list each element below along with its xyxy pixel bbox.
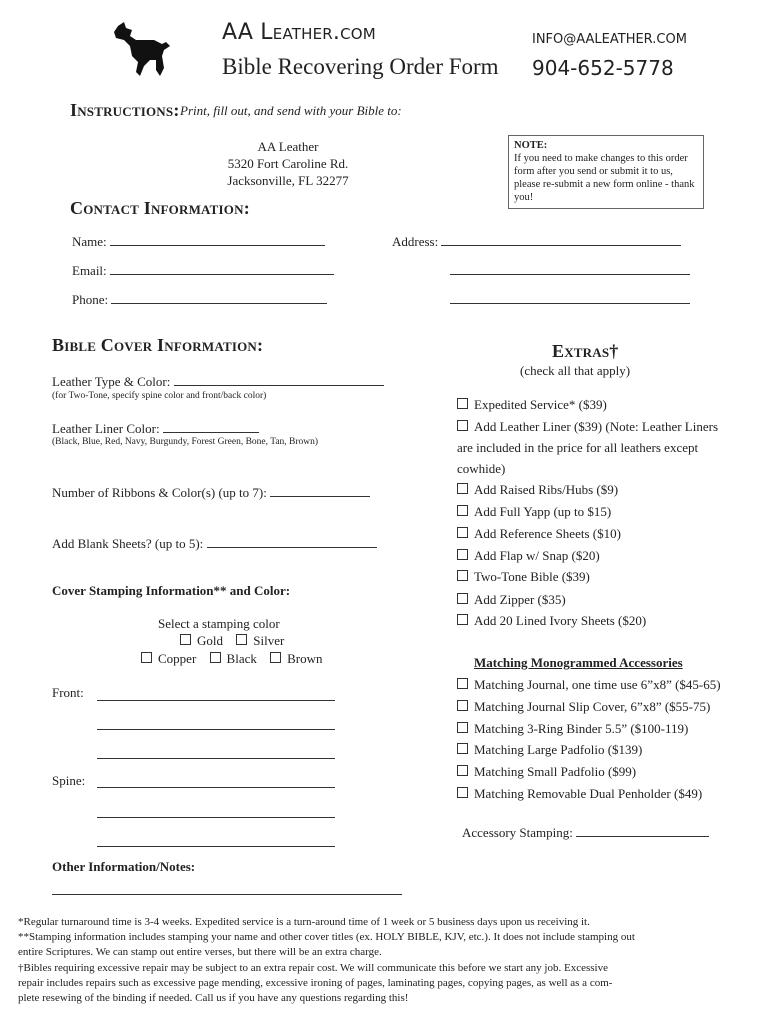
checkbox-icon[interactable] <box>457 549 468 560</box>
gold-label: Gold <box>197 633 223 648</box>
front-label: Front: <box>52 685 84 700</box>
silver-option[interactable] <box>236 633 284 648</box>
extras-heading: Extras† <box>552 341 619 361</box>
checkbox-icon[interactable] <box>457 398 468 409</box>
footnote-line: entire Scriptures. We can stamp out entire verses, but there will be an extra charge. <box>18 946 382 959</box>
checkbox-icon[interactable] <box>457 787 468 798</box>
phone-line[interactable] <box>111 291 327 304</box>
extra-item[interactable] <box>457 482 618 498</box>
email-label: Email: <box>72 263 107 278</box>
contact-heading: Contact Information: <box>70 198 250 218</box>
spine-line-1[interactable] <box>97 775 335 788</box>
blank-sheets-label: Add Blank Sheets? (up to 5): <box>52 536 204 551</box>
extra-item[interactable] <box>457 613 646 629</box>
stamping-colors-row-1 <box>180 633 284 649</box>
black-label: Black <box>226 651 257 666</box>
name-field[interactable] <box>72 233 325 250</box>
ribbons-line[interactable] <box>270 484 370 497</box>
extra-label: Add Reference Sheets ($10) <box>474 526 621 541</box>
extra-label: Add Raised Ribs/Hubs ($9) <box>474 482 619 497</box>
name-label: Name: <box>72 234 107 249</box>
stamping-label: Cover Stamping Information** and Color: <box>52 583 291 598</box>
accessory-label: Matching Journal, one time use 6”x8” ($45-65) <box>474 677 721 692</box>
ribbons-field[interactable] <box>52 484 370 501</box>
form-title: Bible Recovering Order Form <box>222 54 499 79</box>
liner-color-field[interactable] <box>52 420 259 437</box>
spine-line-2[interactable] <box>97 805 335 818</box>
cover-heading: Bible Cover Information: <box>52 335 264 355</box>
extra-label: Expedited Service* ($39) <box>474 397 607 412</box>
checkbox-icon[interactable] <box>180 634 191 645</box>
leather-type-label: Leather Type & Color: <box>52 374 171 389</box>
extra-item[interactable] <box>457 419 718 435</box>
accessory-label: Matching 3-Ring Binder 5.5” ($100-119) <box>474 721 689 736</box>
extras-subheading: (check all that apply) <box>520 363 631 378</box>
mailing-address <box>200 138 376 189</box>
checkbox-icon[interactable] <box>457 483 468 494</box>
accessory-stamping-field[interactable] <box>462 824 709 841</box>
footnote-line: †Bibles requiring excessive repair may be subject to an extra repair cost. We will communicate this before we start any job. Excessive <box>18 961 608 974</box>
name-line[interactable] <box>110 233 325 246</box>
email-field[interactable] <box>72 262 334 279</box>
email-line[interactable] <box>110 262 334 275</box>
extra-item[interactable] <box>457 569 590 585</box>
gold-option[interactable] <box>180 633 223 648</box>
checkbox-icon[interactable] <box>457 593 468 604</box>
extra-item[interactable] <box>457 526 621 542</box>
address-line-1[interactable] <box>441 233 681 246</box>
accessory-label: Matching Large Padfolio ($139) <box>474 742 643 757</box>
accessory-label: Matching Journal Slip Cover, 6”x8” ($55-75) <box>474 699 711 714</box>
spine-line-3[interactable] <box>97 834 335 847</box>
leather-type-line[interactable] <box>174 373 384 386</box>
checkbox-icon[interactable] <box>236 634 247 645</box>
accessory-item[interactable] <box>457 721 688 737</box>
extra-item[interactable] <box>457 504 611 520</box>
extra-label: Add Flap w/ Snap ($20) <box>474 548 600 563</box>
black-option[interactable] <box>210 651 257 666</box>
contact-phone: 904-652-5778 <box>532 56 674 80</box>
extra-label: Add Full Yapp (up to $15) <box>474 504 612 519</box>
address-line-2[interactable] <box>450 262 690 275</box>
accessory-label: Matching Small Padfolio ($99) <box>474 764 637 779</box>
checkbox-icon[interactable] <box>457 678 468 689</box>
horse-logo-icon <box>110 20 172 80</box>
checkbox-icon[interactable] <box>457 420 468 431</box>
leather-type-field[interactable] <box>52 373 384 390</box>
silver-label: Silver <box>253 633 285 648</box>
checkbox-icon[interactable] <box>457 570 468 581</box>
spine-label: Spine: <box>52 773 86 788</box>
checkbox-icon[interactable] <box>457 743 468 754</box>
accessory-label: Matching Removable Dual Penholder ($49) <box>474 786 703 801</box>
note-box <box>508 135 704 209</box>
leather-type-hint: (for Two-Tone, specify spine color and front/back color) <box>52 391 267 401</box>
extra-label: Add Leather Liner ($39) (Note: Leather Liners <box>474 419 719 434</box>
copper-option[interactable] <box>141 651 196 666</box>
accessory-item[interactable] <box>457 786 702 802</box>
brown-label: Brown <box>287 651 323 666</box>
checkbox-icon[interactable] <box>457 700 468 711</box>
footnote-line: **Stamping information includes stamping your name and other cover titles (ex. HOLY BIBLE, KJV, etc.). It does not include stamping out <box>18 931 635 944</box>
accessory-item[interactable] <box>457 742 642 758</box>
phone-label: Phone: <box>72 292 109 307</box>
footnote-line: repair includes repairs such as excessive page mending, excessive ironing of pages, laminating pages, copying pages, as well as a com- <box>18 976 613 989</box>
instructions-text: Print, fill out, and send with your Bible to: <box>180 103 402 118</box>
checkbox-icon[interactable] <box>457 614 468 625</box>
checkbox-icon[interactable] <box>457 505 468 516</box>
address-label: Address: <box>392 234 439 249</box>
contact-email: INFO@AALEATHER.COM <box>532 32 687 47</box>
note-title: NOTE: <box>514 140 548 151</box>
address-line: AA Leather <box>257 139 319 154</box>
front-line-1[interactable] <box>97 688 335 701</box>
other-info-label: Other Information/Notes: <box>52 859 196 874</box>
phone-field[interactable] <box>72 291 327 308</box>
liner-color-line[interactable] <box>163 420 259 433</box>
checkbox-icon[interactable] <box>210 652 221 663</box>
ribbons-label: Number of Ribbons & Color(s) (up to 7): <box>52 485 267 500</box>
extra-label: Add 20 Lined Ivory Sheets ($20) <box>474 613 647 628</box>
footnotes <box>18 915 635 1006</box>
checkbox-icon[interactable] <box>457 527 468 538</box>
checkbox-icon[interactable] <box>457 722 468 733</box>
address-line-3[interactable] <box>450 291 690 304</box>
extra-label: Two-Tone Bible ($39) <box>474 569 590 584</box>
other-info-line[interactable] <box>52 882 402 895</box>
brown-option[interactable] <box>270 651 322 666</box>
stamping-colors-row-2 <box>141 651 323 667</box>
liner-note-cont: are included in the price for all leathers except <box>457 440 699 455</box>
instructions-heading: Instructions: <box>70 100 180 120</box>
accessory-item[interactable] <box>457 677 721 693</box>
extra-item[interactable] <box>457 548 600 564</box>
checkbox-icon[interactable] <box>457 765 468 776</box>
footnote-line: *Regular turnaround time is 3-4 weeks. Expedited service is a turn-around time of 1 week or 5 business days upon us receiving it. <box>18 916 590 928</box>
liner-color-label: Leather Liner Color: <box>52 421 160 436</box>
copper-label: Copper <box>158 651 197 666</box>
accessory-item[interactable] <box>457 764 636 780</box>
accessory-stamping-label: Accessory Stamping: <box>462 825 573 840</box>
accessories-heading: Matching Monogrammed Accessories <box>474 655 683 670</box>
address-field[interactable] <box>392 233 681 250</box>
blank-sheets-line[interactable] <box>207 535 377 548</box>
front-line-2[interactable] <box>97 717 335 730</box>
blank-sheets-field[interactable] <box>52 535 377 552</box>
checkbox-icon[interactable] <box>141 652 152 663</box>
brand-name: AA Leather.com <box>222 20 376 45</box>
checkbox-icon[interactable] <box>270 652 281 663</box>
address-line: Jacksonville, FL 32277 <box>227 173 349 188</box>
extra-label: Add Zipper ($35) <box>474 592 566 607</box>
accessory-item[interactable] <box>457 699 710 715</box>
extra-item[interactable] <box>457 397 607 413</box>
footnote-line: plete resewing of the binding if needed. Call us if you have any questions regarding this! <box>18 992 409 1005</box>
accessory-stamping-line[interactable] <box>576 824 709 837</box>
address-line: 5320 Fort Caroline Rd. <box>227 156 349 171</box>
stamping-select-label: Select a stamping color <box>158 616 280 631</box>
front-line-3[interactable] <box>97 746 335 759</box>
liner-color-hint: (Black, Blue, Red, Navy, Burgundy, Forest Green, Bone, Tan, Brown) <box>52 437 319 447</box>
liner-note-cont: cowhide) <box>457 461 506 476</box>
note-text: If you need to make changes to this order form after you send or submit it to us, please re-submit a new form online - thank you! <box>514 153 695 203</box>
extra-item[interactable] <box>457 592 566 608</box>
